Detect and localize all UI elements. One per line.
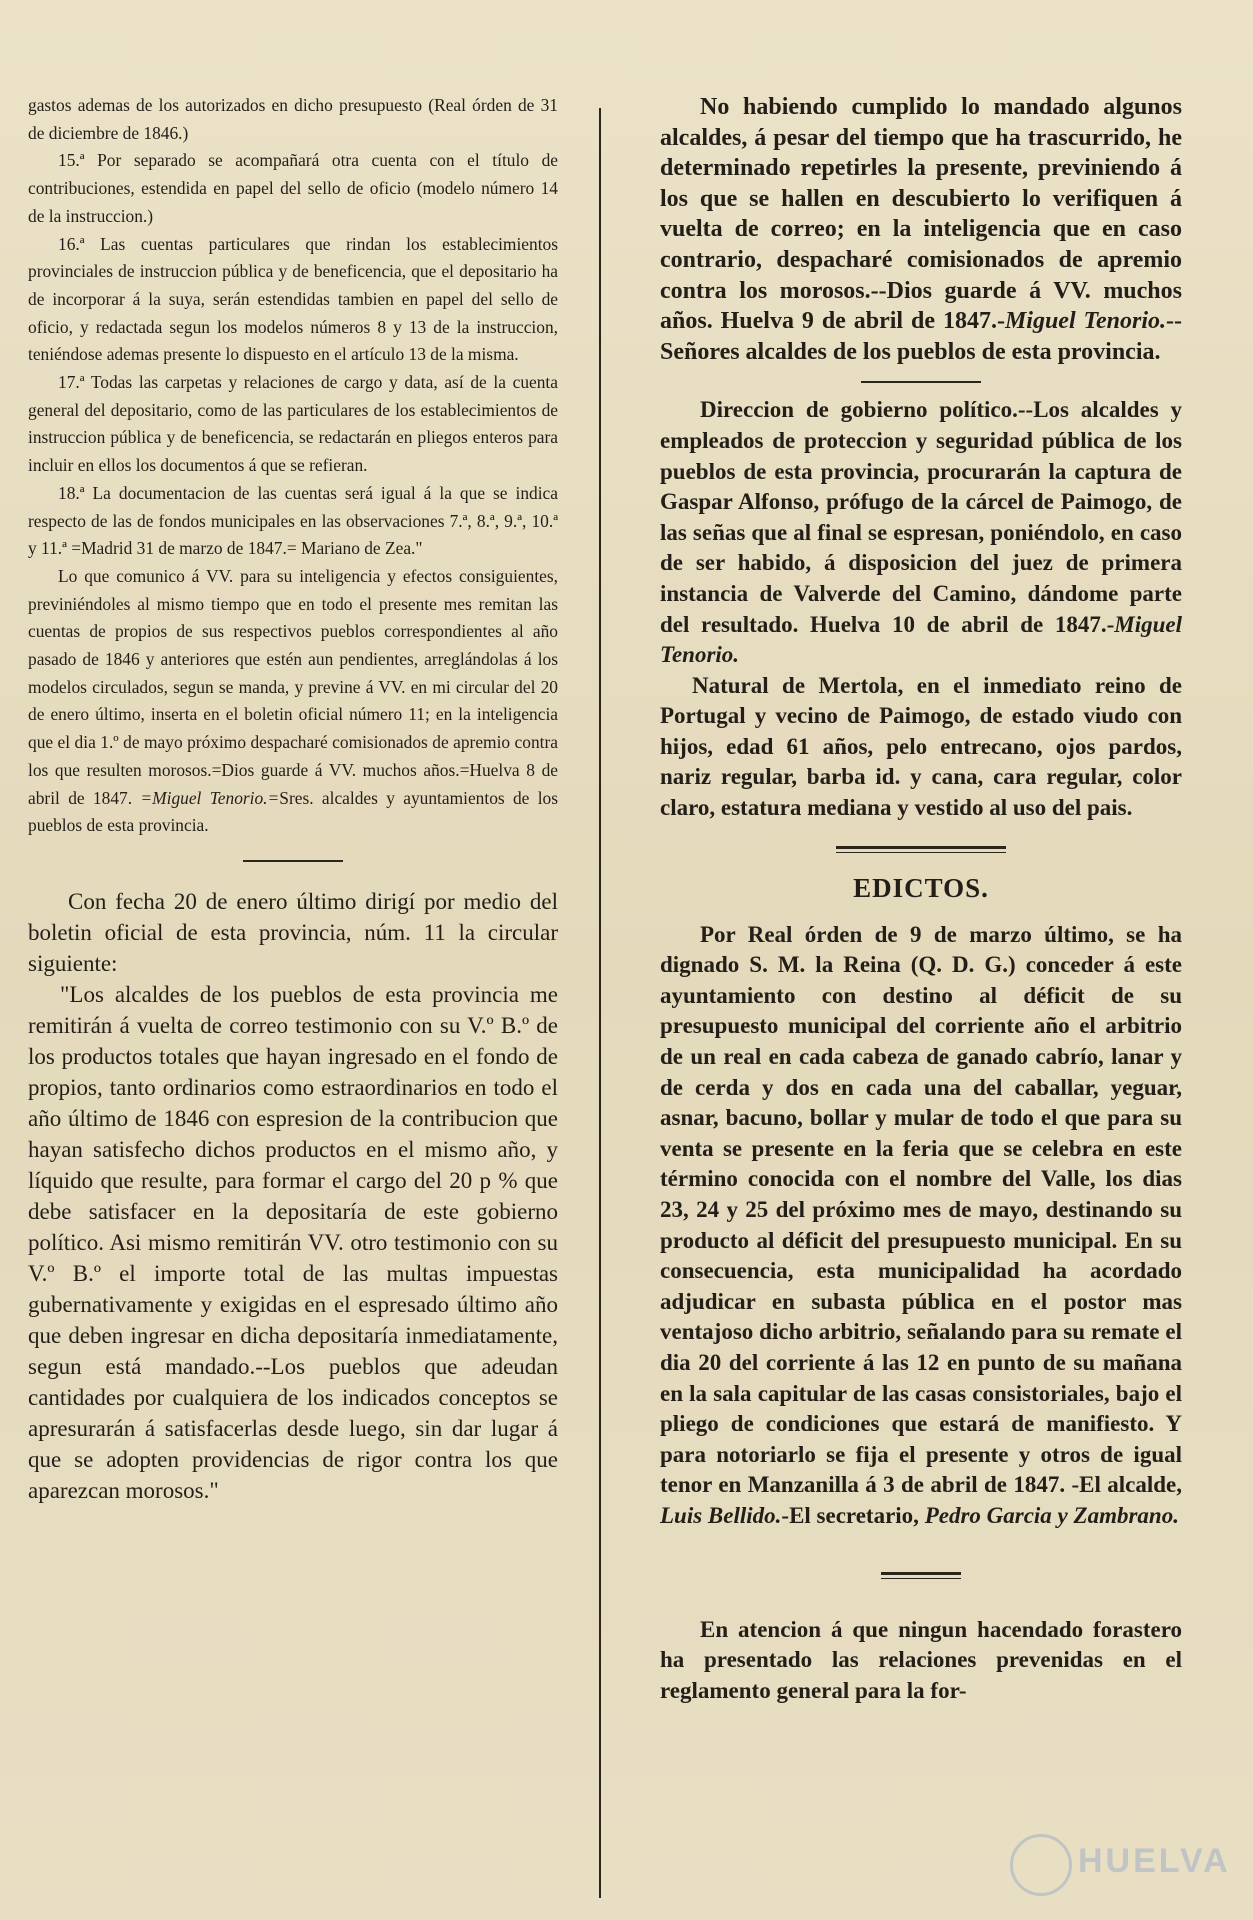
library-stamp bbox=[1010, 1830, 1231, 1900]
paragraph-text: Por Real órden de 9 de marzo último, se ha dignado S. M. la Reina (Q. D. G.) conceder á este ayuntamiento con destino al déficit de su presupuesto municipal del corriente año el arbitrio de un real en cada cabeza de ganado cabrío, lanar y de cerda y dos en cada una del caballar, yeguar, asnar, bacuno, bollar y mular de todo el que para su venta se presente en la feria que se celebra en este término conocida con el nombre del Valle, los dias 23, 24 y 25 del próximo mes de mayo, destinando su producto al déficit del presupuesto municipal. En su consecuencia, esta municipalidad ha acordado adjudicar en subasta pública en el postor mas ventajoso dicho arbitrio, señalando para su remate el dia 20 del corriente á las 12 en punto de su mañana en la sala capitular de las casas consistoriales, bajo el pliego de condiciones que estará de manifiesto. Y para notoriarlo se fija el presente y otros de igual tenor en Manzanilla á 3 de abril de 1847. -El alcalde, bbox=[660, 921, 1182, 1498]
paragraph bbox=[660, 920, 1182, 1532]
signature: Miguel Tenorio. bbox=[1004, 308, 1167, 335]
section-divider bbox=[881, 1572, 961, 1579]
stamp-label: HUELVA bbox=[1078, 1842, 1231, 1880]
section-divider bbox=[861, 381, 981, 383]
section-heading: EDICTOS. bbox=[853, 872, 989, 903]
paragraph: Natural de Mertola, en el inmediato reino de Portugal y vecino de Paimogo, de estado viudo con hijos, edad 61 años, pelo entrecano, ojos pardos, nariz regular, barba id. y cana, cara regular, color claro, estatura mediana y vestido al uso del pais. bbox=[660, 672, 1182, 821]
paragraph bbox=[660, 92, 1182, 367]
section-divider bbox=[836, 846, 1006, 853]
stamp-seal-icon bbox=[1010, 1834, 1072, 1896]
paragraph: 17.ª Todas las carpetas y relaciones de cargo y data, así de la cuenta general del depositario, como de las particulares de los establecimientos de instruccion pública y de beneficencia, se redactarán en pliegos enteros para incluir en ellos los documentos á que se refieran. bbox=[28, 372, 558, 476]
signature: Miguel Tenorio. bbox=[660, 611, 1182, 668]
paragraph: 15.ª Por separado se acompañará otra cuenta con el título de contribuciones, estendida en papel del sello de oficio (modelo número 14 de la instruccion.) bbox=[28, 150, 558, 226]
signature: Luis Bellido. bbox=[660, 1502, 782, 1528]
paragraph-text: -El secretario, bbox=[781, 1502, 919, 1528]
right-column bbox=[660, 92, 1182, 1706]
section-divider bbox=[243, 860, 343, 862]
paragraph-text: --Señores alcaldes de los pueblos de esta provincia. bbox=[660, 308, 1182, 365]
circular-block bbox=[28, 886, 558, 1506]
paragraph: gastos ademas de los autorizados en dicho presupuesto (Real órden de 31 de diciembre de 1846.) bbox=[28, 95, 558, 143]
paragraph: Con fecha 20 de enero último dirigí por medio del boletin oficial de esta provincia, núm. 11 la circular siguiente: bbox=[28, 888, 558, 976]
column-divider bbox=[599, 108, 601, 1898]
paragraph-text: Sres. alcaldes y ayuntamientos de los pueblos de esta provincia. bbox=[28, 787, 559, 836]
paragraph bbox=[660, 395, 1182, 670]
paragraph: "Los alcaldes de los pueblos de esta provincia me remitirán á vuelta de correo testimonio con su V.º B.º de los productos totales que hayan ingresado en el fondo de propios, tanto ordinarios como estraordinarios en todo el año último de 1846 con espresion de la contribucion que hayan satisfecho dichos productos en el mismo año, y líquido que resulte, para formar el cargo del 20 p % que debe satisfacer en la depositaría de este gobierno político. Asi mismo remitirán VV. otro testimonio con su V.º B.º el importe total de las multas impuestas gubernativamente y exigidas en el espresado último año que deben ingresar en dicha depositaría inmediatamente, segun está mandado.--Los pueblos que adeudan cantidades por cualquiera de los indicados conceptos se apresurarán á satisfacerlas desde luego, sin dar lugar á que se adopten providencias de rigor contra los que aparezcan morosos." bbox=[28, 981, 558, 1503]
left-column bbox=[28, 92, 558, 1506]
signature: =Miguel Tenorio.= bbox=[140, 787, 280, 808]
signature: Pedro Garcia y Zambrano. bbox=[924, 1502, 1179, 1528]
paragraph: 16.ª Las cuentas particulares que rindan los establecimientos provinciales de instruccion pública y de beneficencia, que el depositario ha de incorporar á la suya, serán estendidas tambien en papel del sello de oficio, y redactada segun los modelos números 8 y 13 de la instruccion, teniéndose ademas presente lo dispuesto en el artículo 13 de la misma. bbox=[28, 233, 558, 365]
paragraph: En atencion á que ningun hacendado forastero ha presentado las relaciones prevenidas en el reglamento general para la for- bbox=[660, 1616, 1182, 1703]
paragraph bbox=[28, 563, 558, 840]
paragraph-text: No habiendo cumplido lo mandado algunos alcaldes, á pesar del tiempo que ha trascurrido, he determinado repetirles la presente, previniendo á los que se hallen en descubierto lo verifiquen á vuelta de correo; en la inteligencia que en caso contrario, despacharé comisionados de apremio contra los morosos.--Dios guarde á VV. muchos años. Huelva 9 de abril de 1847.- bbox=[660, 94, 1182, 335]
paragraph-text: Lo que comunico á VV. para su inteligencia y efectos consiguientes, previniéndoles al mismo tiempo que en todo el presente mes remitan las cuentas de propios de sus respectivos pueblos correspondientes al año pasado de 1846 y anteriores que estén aun pendientes, arreglándolas á los modelos circulados, segun se manda, y previne á VV. en mi circular del 20 de enero último, inserta en el boletin oficial número 11; en la inteligencia que el dia 1.º de mayo próximo despacharé comisionados de apremio contra los que resulten morosos.=Dios guarde á VV. muchos años.=Huelva 8 de abril de 1847. bbox=[28, 565, 558, 808]
paragraph-text: Direccion de gobierno político.--Los alcaldes y empleados de proteccion y seguridad pública de los pueblos de esta provincia, procurarán la captura de Gaspar Alfonso, prófugo de la cárcel de Paimogo, de las señas que al final se espresan, poniéndolo, en caso de ser habido, á disposicion del juez de primera instancia de Valverde del Camino, dándome parte del resultado. Huelva 10 de abril de 1847.- bbox=[660, 397, 1182, 637]
paragraph: 18.ª La documentacion de las cuentas será igual á la que se indica respecto de las de fondos municipales en las observaciones 7.ª, 8.ª, 9.ª, 10.ª y 11.ª =Madrid 31 de marzo de 1847.= Mariano de Zea." bbox=[28, 482, 558, 559]
